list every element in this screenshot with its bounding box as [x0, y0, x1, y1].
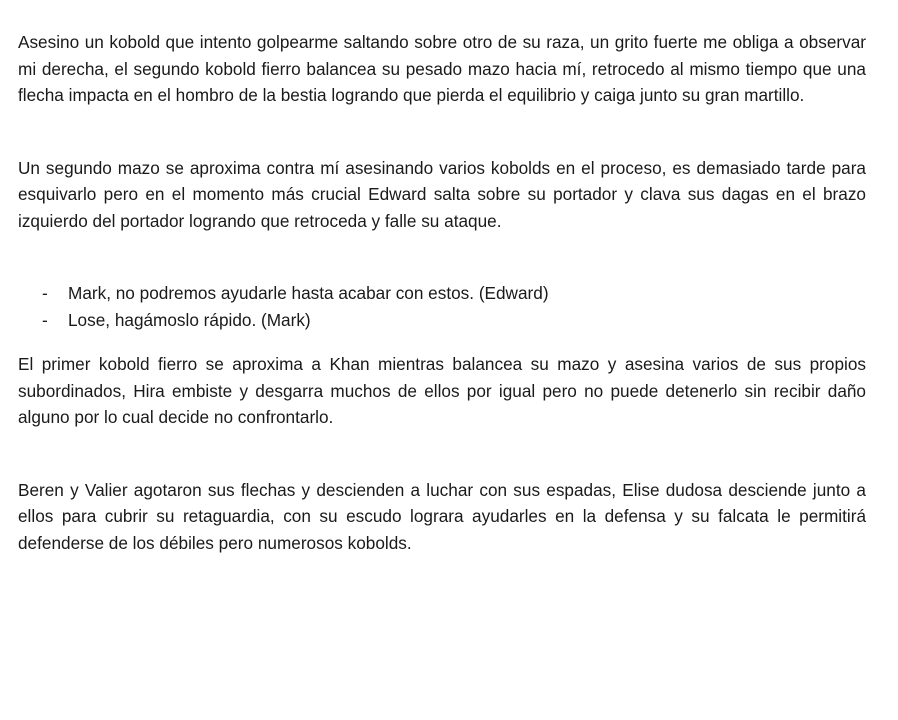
- dialogue-line-edward: [18, 280, 866, 307]
- dash-bullet: -: [42, 283, 48, 303]
- dialogue-text: Mark, no podremos ayudarle hasta acabar con estos. (Edward): [68, 283, 549, 303]
- dialogue-list: [18, 280, 866, 333]
- paragraph-2: Un segundo mazo se aproxima contra mí asesinando varios kobolds en el proceso, es demasiado tarde para esquivarlo pero en el momento más crucial Edward salta sobre su portador y clava sus dagas en el brazo izquierdo del portador logrando que retroceda y falle su ataque.: [18, 157, 866, 231]
- dialogue-line-mark: [18, 307, 866, 334]
- dash-bullet: -: [42, 309, 48, 330]
- dialogue-text: Lose, hagámoslo rápido. (Mark): [68, 309, 311, 330]
- paragraph-1: Asesino un kobold que intento golpearme saltando sobre otro de su raza, un grito fuerte me obliga a observar mi derecha, el segundo kobold fierro balancea su pesado mazo hacia mí, retrocedo al mismo tiempo que una flecha impacta en el hombro de la bestia logrando que pierda el equilibrio y caiga junto su gran martillo.: [18, 32, 866, 105]
- paragraph-3: El primer kobold fierro se aproxima a Khan mientras balancea su mazo y asesina varios de sus propios subordinados, Hira embiste y desgarra muchos de ellos por igual pero no puede detenerlo sin recibir daño alguno por lo cual decide no confrontarlo.: [18, 354, 866, 427]
- paragraph-4: Beren y Valier agotaron sus flechas y descienden a luchar con sus espadas, Elise dudosa desciende junto a ellos para cubrir su retaguardia, con su escudo lograra ayudarles en la defensa y su falcata le permitirá defenderse de los débiles pero numerosos kobolds.: [18, 479, 866, 553]
- document-page: [18, 29, 866, 556]
